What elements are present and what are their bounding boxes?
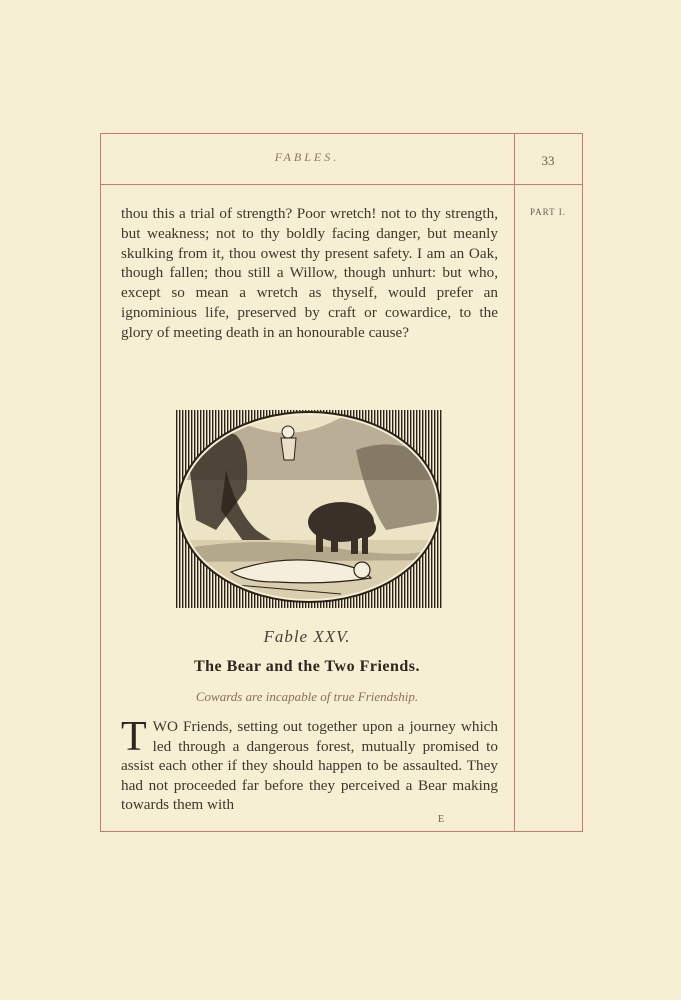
- drop-cap: T: [121, 714, 147, 760]
- margin-column-rule: [514, 133, 515, 832]
- fable-title: The Bear and the Two Friends.: [193, 658, 421, 675]
- frame-rule-top: [100, 133, 583, 134]
- fable-body-text: WO Friends, setting out together upon a journey which led through a dangerous forest, mutually promised to assist each other if they should happen to be assaulted. They had not proceeded far before they perceived a Bear making towards them with: [121, 718, 498, 814]
- frame-rule-bottom: [100, 831, 583, 832]
- continuation-paragraph: thou this a trial of strength? Poor wretch! not to thy strength, but weakness; not to thy boldly facing danger, but meanly skulking from it, thou owest thy present safety. I am an Oak, though fallen; thou still a Willow, though unhurt: but who, except so mean a wretch as thyself, would prefer an ignominious life, preserved by craft or cowardice, to the glory of meeting death in an honourable cause?: [121, 205, 498, 341]
- frame-rule-left: [100, 133, 101, 832]
- fable-moral: Cowards are incapable of true Friendship.: [195, 689, 419, 704]
- man-in-tree-figure: [281, 426, 296, 460]
- header-rule: [100, 184, 583, 185]
- signature-mark: E: [438, 814, 445, 825]
- woodcut-illustration: [176, 410, 442, 608]
- fable-body-paragraph: [121, 714, 498, 815]
- margin-side-note: PART I.: [530, 207, 566, 217]
- frame-rule-right: [582, 133, 583, 832]
- fable-number: Fable XXV.: [263, 627, 351, 646]
- page-number: 33: [541, 153, 555, 168]
- running-head: FABLES.: [274, 150, 340, 164]
